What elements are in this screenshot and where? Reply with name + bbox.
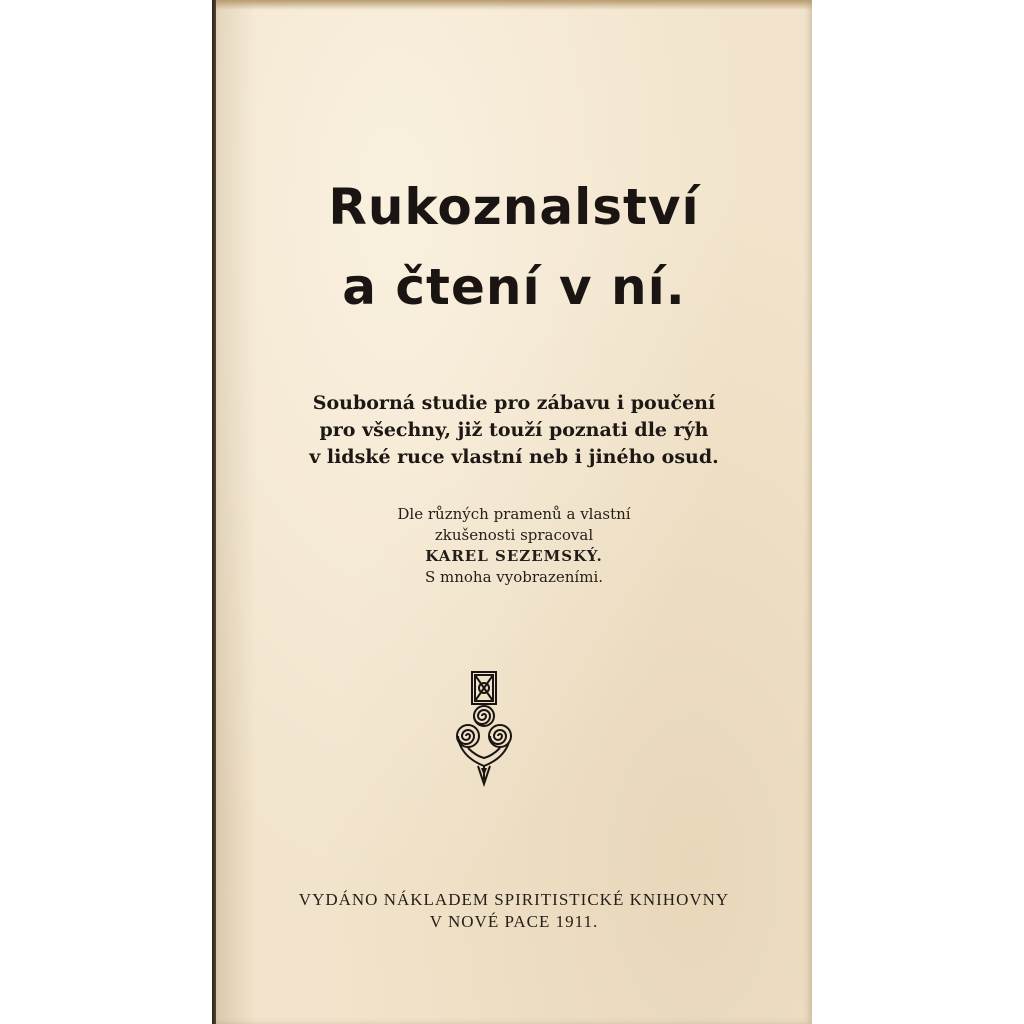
book-title-line-2: a čtení v ní. xyxy=(342,258,686,316)
subtitle-line-2: pro všechny, již touží poznati dle rýh xyxy=(319,419,709,441)
subtitle-line-3: v lidské ruce vlastní neb i jiného osud. xyxy=(309,446,719,468)
title-page xyxy=(216,0,812,1024)
publisher-line-1: VYDÁNO NÁKLADEM SPIRITISTICKÉ KNIHOVNY xyxy=(298,890,730,909)
publisher-line-2: V NOVÉ PACE 1911. xyxy=(429,912,599,931)
author-name: KAREL SEZEMSKÝ. xyxy=(425,547,603,565)
book-title-line-1: Rukoznalství xyxy=(328,178,700,236)
credit-line-2: zkušenosti spracoval xyxy=(434,526,594,544)
credit-line-1: Dle různých pramenů a vlastní xyxy=(397,505,631,523)
credit-line-4: S mnoha vyobrazeními. xyxy=(424,568,604,586)
spiral-ornament-icon xyxy=(454,668,514,788)
subtitle-line-1: Souborná studie pro zábavu i poučení xyxy=(312,392,716,414)
